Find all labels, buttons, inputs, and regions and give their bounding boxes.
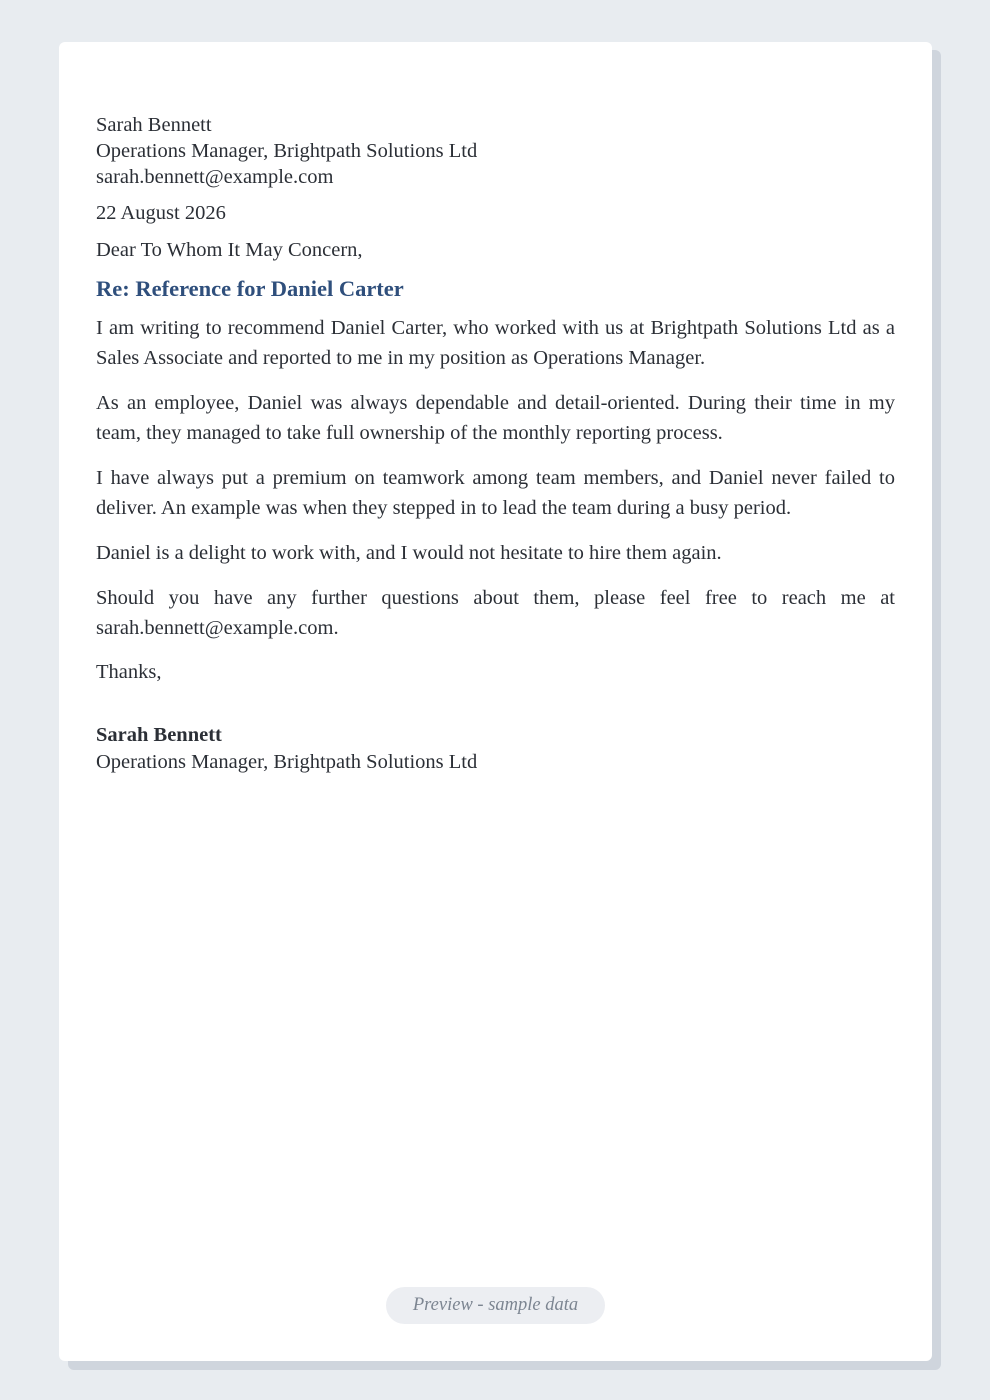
sender-name: Sarah Bennett <box>96 114 212 136</box>
body-paragraph: I have always put a premium on teamwork among team members, and Daniel never failed to deliver. An example was when they stepped in to lead the team during a busy period. <box>96 467 895 519</box>
body-paragraph: As an employee, Daniel was always dependable and detail-oriented. During their time in my team, they managed to take full ownership of the monthly reporting process. <box>96 392 895 444</box>
sender-title: Operations Manager, Brightpath Solutions Ltd <box>96 140 478 162</box>
closing: Thanks, <box>96 661 162 683</box>
signature-name: Sarah Bennett <box>96 724 222 746</box>
body-paragraph: Should you have any further questions about them, please feel free to reach me at sarah.bennett@example.com. <box>96 587 895 639</box>
subject-line: Re: Reference for Daniel Carter <box>96 276 404 301</box>
letter-date: 22 August 2026 <box>96 202 226 224</box>
body-paragraph: Daniel is a delight to work with, and I would not hesitate to hire them again. <box>96 542 722 564</box>
salutation: Dear To Whom It May Concern, <box>96 239 363 261</box>
body-paragraph: I am writing to recommend Daniel Carter, who worked with us at Brightpath Solutions Ltd as a Sales Associate and reported to me in my position as Operations Manager. <box>96 317 895 369</box>
sender-block <box>96 112 895 190</box>
letter-page <box>59 42 932 1361</box>
sender-email: sarah.bennett@example.com <box>96 166 334 188</box>
signature-title: Operations Manager, Brightpath Solutions Ltd <box>96 751 478 773</box>
preview-badge: Preview - sample data <box>386 1287 605 1324</box>
